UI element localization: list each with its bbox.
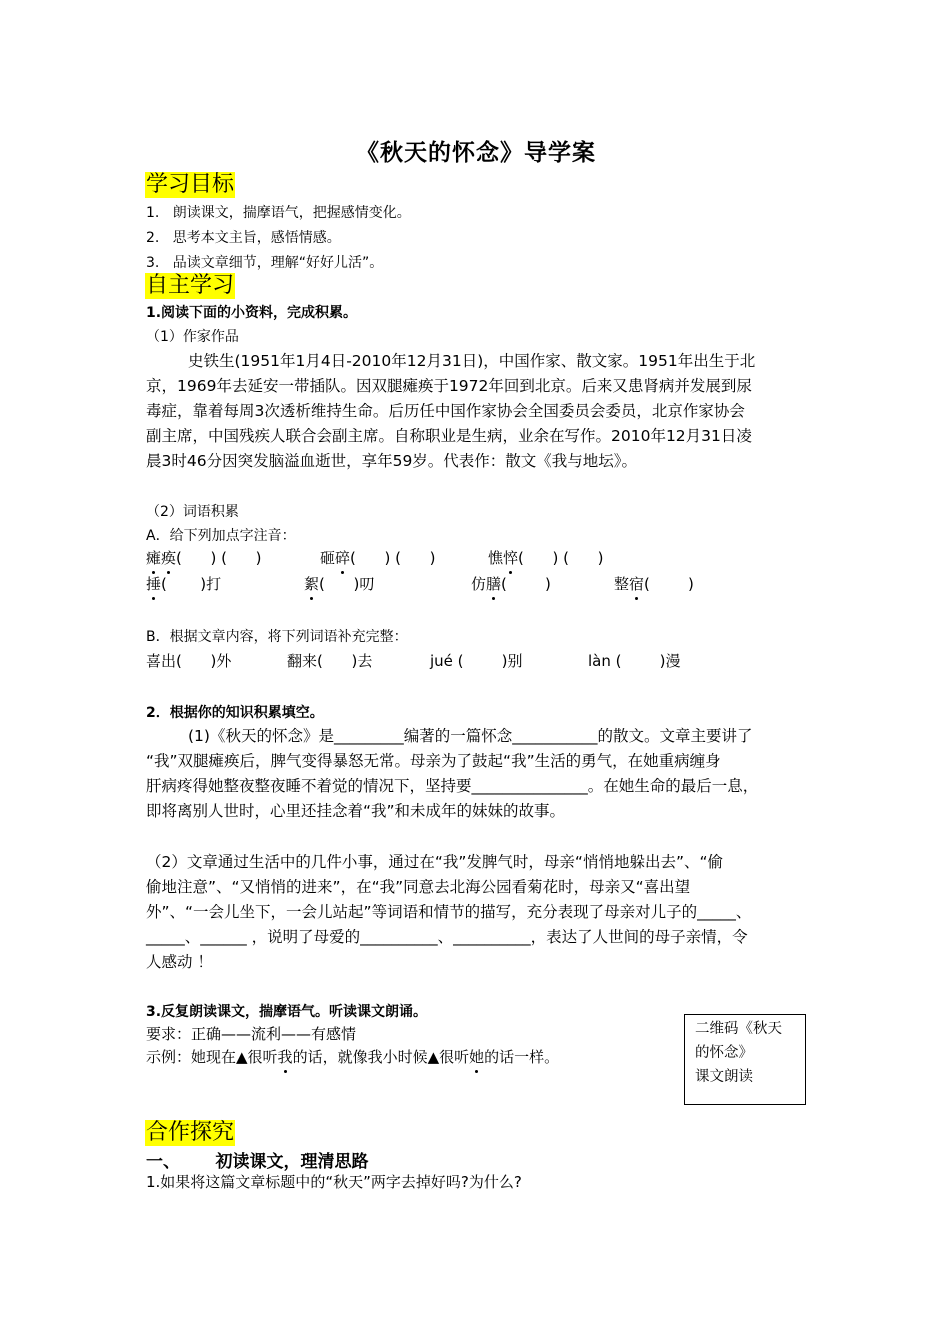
cooperation-question-1: 1.如果将这篇文章标题中的“秋天”两字去掉好吗?为什么? (146, 1173, 522, 1191)
section-heading-self-study: 自主学习 (146, 273, 235, 298)
q2-para2-line: _____、______ ，说明了母爱的__________、__________，表达了人世间的母子亲情，令 (146, 928, 748, 946)
reading-requirement: 要求：正确——流利——有感情 (146, 1025, 357, 1043)
vocab-item: 捶( )打 (146, 575, 222, 593)
part-a-prompt: A．给下列加点字注音： (146, 528, 296, 544)
q2-para1-line: 即将离别人世时，心里还挂念着“我”和未成年的妹妹的故事。 (146, 802, 566, 820)
vocab-item: 仿膳( ) (471, 575, 551, 593)
goal-item: 1. 朗读课文，揣摩语气，把握感情变化。 (146, 205, 411, 221)
bio-line: 毒症，靠着每周3次透析维持生命。后历任中国作家协会全国委员会委员，北京作家协会 (146, 402, 745, 420)
q2-para2-line: 外”、“一会儿坐下，一会儿站起”等词语和情节的描写，充分表现了母亲对儿子的_____、 (146, 903, 752, 921)
question-2-heading: 2．根据你的知识积累填空。 (146, 705, 324, 721)
cooperation-subheading: 一、 初读课文，理清思路 (146, 1152, 369, 1172)
page-title: 《秋天的怀念》导学案 (356, 140, 596, 166)
subsection-vocabulary: （2）词语积累 (146, 504, 239, 520)
bio-line: 京，1969年去延安一带插队。因双腿瘫痪于1972年回到北京。后来又患肾病并发展到尿 (146, 377, 752, 395)
qr-code-box[interactable] (684, 1014, 806, 1105)
fill-item: 喜出( )外 (146, 652, 232, 670)
section-heading-cooperation: 合作探究 (146, 1120, 235, 1145)
goal-item: 3. 品读文章细节，理解“好好儿活”。 (146, 255, 384, 271)
q2-para1-line: 肝病疼得她整夜整夜睡不着觉的情况下，坚持要_______________。在她生命的最后一息， (146, 777, 759, 795)
vocab-item: 瘫痪( ) ( ) (146, 549, 262, 567)
bio-line: 副主席，中国残疾人联合会副主席。自称职业是生病，业余在写作。2010年12月31日凌 (146, 427, 752, 445)
vocab-item: 絮( )叨 (304, 575, 375, 593)
q2-para1-line: “我”双腿瘫痪后，脾气变得暴怒无常。母亲为了鼓起“我”生活的勇气，在她重病缠身 (146, 752, 721, 770)
subsection-author: （1）作家作品 (146, 329, 239, 345)
reading-example: 示例：她现在▲很听我的话，就像我小时候▲很听她的话一样。 (146, 1048, 560, 1066)
vocab-item: 整宿( ) (614, 575, 694, 593)
q2-para2-line: 人感动 ！ (146, 953, 213, 971)
question-3-heading: 3.反复朗读课文，揣摩语气。听读课文朗诵。 (146, 1004, 428, 1020)
fill-item: 翻来( )去 (287, 652, 373, 670)
fill-item: làn ( )漫 (588, 652, 681, 670)
part-b-prompt: B．根据文章内容，将下列词语补充完整： (146, 629, 408, 645)
vocab-item: 憔悴( ) ( ) (488, 549, 604, 567)
q2-para1-line: (1)《秋天的怀念》是_________编著的一篇怀念___________的散文。文章主要讲了 (188, 727, 753, 745)
q2-para2-line: （2）文章通过生活中的几件小事，通过在“我”发脾气时，母亲“悄悄地躲出去”、“偷 (146, 853, 724, 871)
bio-line: 史铁生(1951年1月4日-2010年12月31日)，中国作家、散文家。1951年出生于北 (188, 352, 756, 370)
bio-line: 晨3时46分因突发脑溢血逝世，享年59岁。代表作：散文《我与地坛》。 (146, 452, 638, 470)
qr-code-caption: 二维码《秋天 的怀念》 课文朗读 (695, 1021, 782, 1085)
question-1-heading: 1.阅读下面的小资料，完成积累。 (146, 305, 358, 321)
vocab-item: 砸碎( ) ( ) (320, 549, 436, 567)
q2-para2-line: 偷地注意”、“又悄悄的进来”，在“我”同意去北海公园看菊花时，母亲又“喜出望 (146, 878, 691, 896)
goal-item: 2. 思考本文主旨，感悟情感。 (146, 230, 341, 246)
section-heading-goals: 学习目标 (146, 172, 235, 197)
fill-item: jué ( )别 (430, 652, 523, 670)
